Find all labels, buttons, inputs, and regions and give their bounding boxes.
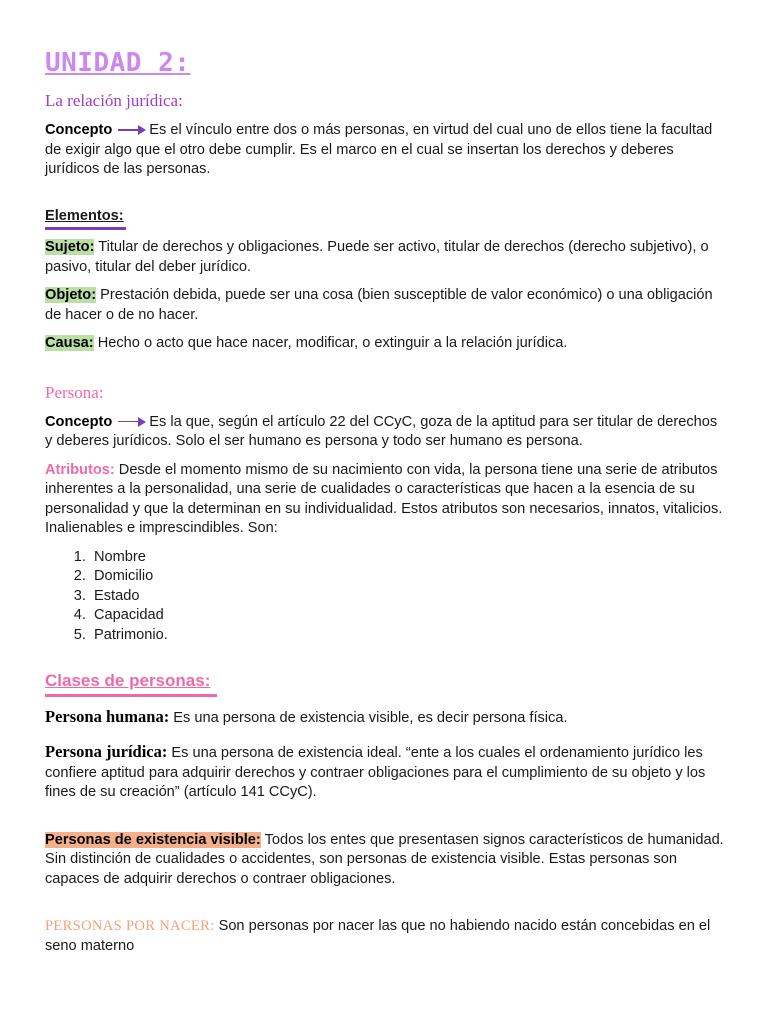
unit-title: UNIDAD 2: bbox=[45, 48, 191, 78]
persona-juridica-paragraph bbox=[45, 742, 725, 803]
objeto-label: Objeto: bbox=[45, 287, 97, 303]
clases-heading: Clases de personas: bbox=[45, 671, 211, 690]
por-nacer-paragraph bbox=[45, 917, 725, 956]
document-page bbox=[45, 46, 725, 965]
concepto-relacion-paragraph bbox=[45, 121, 725, 180]
atributos-paragraph bbox=[45, 461, 725, 539]
persona-humana-text: Es una persona de existencia visible, es decir persona física. bbox=[169, 709, 568, 726]
existencia-visible-paragraph bbox=[45, 831, 725, 890]
arrow-right-icon bbox=[118, 417, 146, 427]
clases-underline bbox=[45, 694, 217, 697]
atributos-list bbox=[45, 548, 725, 646]
por-nacer-text: Son personas por nacer las que no habiendo nacido están concebidas en el seno materno bbox=[45, 918, 711, 954]
concepto-persona-paragraph bbox=[45, 413, 725, 452]
list-item: 4. Capacidad bbox=[90, 606, 725, 626]
list-item: 5. Patrimonio. bbox=[90, 626, 725, 646]
causa-text: Hecho o acto que hace nacer, modificar, o extinguir a la relación jurídica. bbox=[93, 335, 568, 351]
sujeto-label: Sujeto: bbox=[45, 239, 95, 255]
section-heading-persona: Persona: bbox=[45, 382, 104, 402]
list-item: 2. Domicilio bbox=[90, 567, 725, 587]
elementos-underline bbox=[45, 227, 126, 230]
existencia-visible-text: Todos los entes que presentasen signos característicos de humanidad. Sin distinción de cualidades o accidentes, son personas de existencia visible. Estas personas son capaces de adquirir derechos o contraer obligaciones. bbox=[45, 831, 724, 887]
causa-label: Causa: bbox=[45, 335, 94, 351]
atributos-text: Desde el momento mismo de su nacimiento con vida, la persona tiene una serie de atributos inherentes a la personalidad, una serie de cualidades o características que hacen a la esencia de su personalidad y que la determinan en su individualidad. Estos atributos son necesarios, innatos, vitalicios. Inalienables e imprescindibles. Son: bbox=[45, 461, 723, 536]
elementos-heading: Elementos: bbox=[45, 207, 124, 224]
section-heading-relacion-juridica: La relación jurídica: bbox=[45, 91, 183, 110]
objeto-paragraph bbox=[45, 286, 725, 325]
persona-humana-paragraph bbox=[45, 707, 725, 729]
objeto-text: Prestación debida, puede ser una cosa (bien susceptible de valor económico) o una obligación de hacer o de no hacer. bbox=[45, 287, 713, 323]
existencia-visible-label: Personas de existencia visible: bbox=[45, 831, 261, 848]
arrow-right-icon bbox=[118, 125, 146, 135]
persona-juridica-label: Persona jurídica: bbox=[45, 742, 168, 761]
list-item: 3. Estado bbox=[90, 587, 725, 607]
sujeto-text: Titular de derechos y obligaciones. Puede ser activo, titular de derechos (derecho subjetivo), o pasivo, titular del deber jurídico. bbox=[45, 239, 709, 275]
concepto-text: Es el vínculo entre dos o más personas, en virtud del cual uno de ellos tiene la facultad de exigir algo que el otro debe cumplir. Es el marco en el cual se insertan los derechos y deberes jurídicos de las personas. bbox=[45, 122, 713, 177]
por-nacer-label: PERSONAS POR NACER: bbox=[45, 918, 215, 934]
persona-juridica-text: Es una persona de existencia ideal. “ente a los cuales el ordenamiento jurídico les confiere aptitud para adquirir derechos y contraer obligaciones para el cumplimiento de su objeto y los fines de su creación” (artículo 141 CCyC). bbox=[45, 745, 706, 800]
causa-paragraph bbox=[45, 334, 725, 354]
concepto-text: Es la que, según el artículo 22 del CCyC, goza de la aptitud para ser titular de derechos y deberes jurídicos. Solo el ser humano es persona y todo ser humano es persona. bbox=[45, 413, 718, 449]
concepto-label: Concepto bbox=[45, 413, 113, 430]
persona-humana-label: Persona humana: bbox=[45, 706, 170, 726]
list-item: 1. Nombre bbox=[90, 548, 725, 568]
atributos-label: Atributos: bbox=[45, 461, 115, 478]
concepto-label: Concepto bbox=[45, 122, 113, 138]
sujeto-paragraph bbox=[45, 238, 725, 277]
